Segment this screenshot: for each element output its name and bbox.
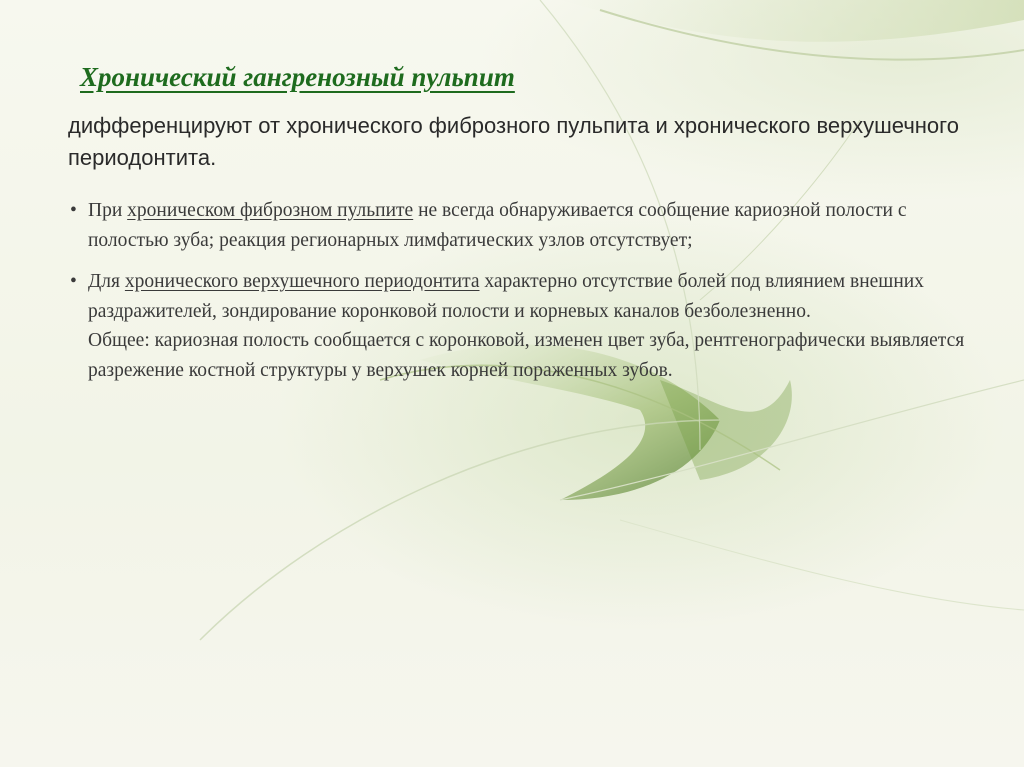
bullet-underlined-term: хронического верхушечного периодонтита — [124, 271, 480, 292]
bullet-body-text: не всегда обнаруживается сообщение кариозной полости с полостью зуба; реакция регионарных лимфатических узлов отсутствует; — [88, 200, 907, 251]
bullet-lead-text: При — [88, 200, 128, 221]
bullet-item-apical-periodontitis — [70, 267, 970, 385]
slide-title: Хронический гангренозный пульпит — [80, 62, 515, 92]
bullet-common-features-text: Общее: кариозная полость сообщается с коронковой, изменен цвет зуба, рентгенографически выявляется разрежение костной структуры у верхушек корней пораженных зубов. — [88, 330, 965, 381]
bullet-body-text: характерно отсутствие болей под влиянием внешних раздражителей, зондирование коронковой полости и корневых каналов безболезненно. — [88, 271, 924, 322]
slide-subtitle: дифференцируют от хронического фиброзного пульпита и хронического верхушечного периодонтита. — [68, 113, 959, 170]
bullet-marker: • — [70, 271, 77, 292]
bullet-underlined-term: хроническом фиброзном пульпите — [127, 200, 414, 221]
bullet-list — [70, 196, 970, 397]
bullet-marker: • — [70, 200, 77, 221]
bullet-lead-text: Для — [88, 271, 125, 292]
bullet-item-fibrous-pulpitis — [70, 196, 970, 255]
